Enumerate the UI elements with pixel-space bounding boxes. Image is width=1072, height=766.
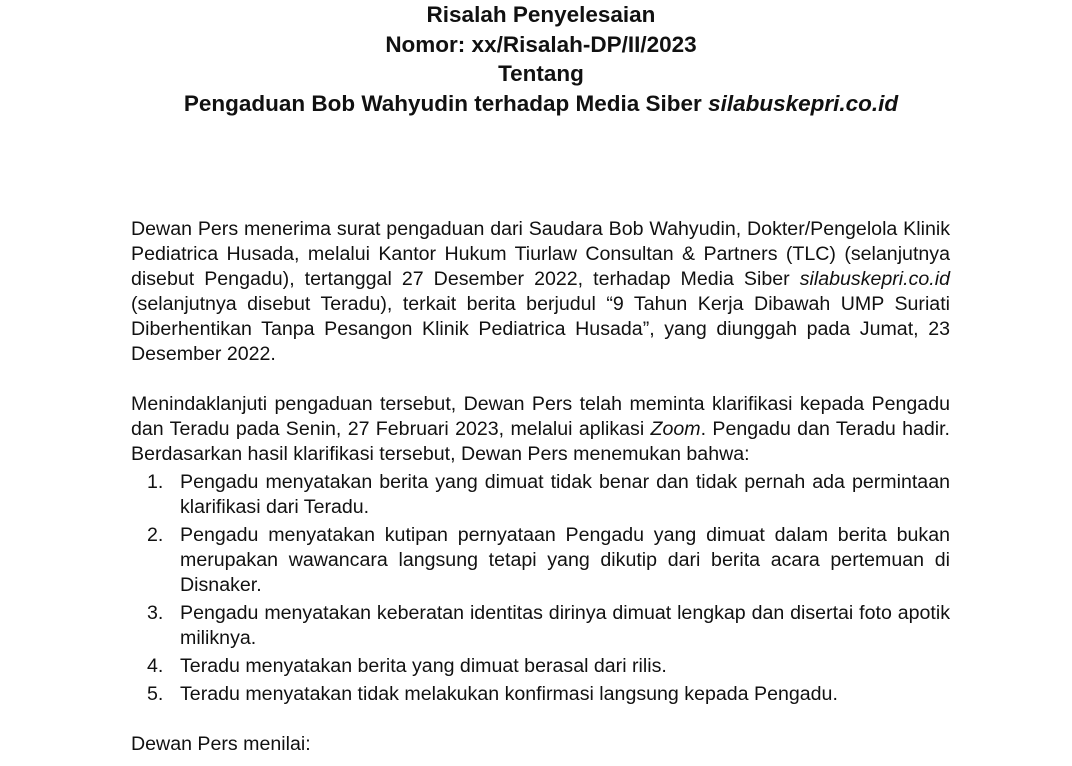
document-header — [0, 0, 1072, 118]
finding-item — [131, 470, 950, 520]
finding-item — [131, 523, 950, 598]
finding-text: Pengadu menyatakan kutipan pernyataan Pengadu yang dimuat dalam berita bukan merupakan wawancara langsung tetapi yang dikutip dari berita acara pertemuan di Disnaker. — [180, 524, 950, 596]
finding-text: Pengadu menyatakan keberatan identitas dirinya dimuat lengkap dan disertai foto apotik miliknya. — [180, 602, 950, 649]
clarification-text-1: Menindaklanjuti pengaduan tersebut, Dewan Pers telah meminta klarifikasi kepada Pengadu dan Teradu pada Senin, 27 Februari 2023, melalui aplikasi — [131, 393, 950, 440]
document-title: Risalah Penyelesaian — [426, 2, 656, 27]
complaint-text-2: (selanjutnya disebut Teradu), terkait berita berjudul “9 Tahun Kerja Dibawah UMP Suriati Diberhentikan Tanpa Pesangon Klinik Pediatrica Husada”, yang diunggah pada Jumat, 23 Desember 2022. — [131, 293, 950, 365]
complaint-text-1: Dewan Pers menerima surat pengaduan dari Saudara Bob Wahyudin, Dokter/Pengelola Klinik Pediatrica Husada, melalui Kantor Hukum Tiurlaw Consultan & Partners (TLC) (selanjutnya disebut Pengadu), tertanggal 27 Desember 2022, terhadap Media Siber — [131, 218, 950, 290]
finding-number: 1. — [147, 471, 164, 493]
clarification-paragraph — [131, 392, 950, 467]
finding-number: 5. — [147, 683, 164, 705]
finding-item — [131, 654, 950, 679]
finding-text: Teradu menyatakan berita yang dimuat berasal dari rilis. — [180, 655, 667, 677]
finding-item — [131, 682, 950, 707]
assessment-heading: Dewan Pers menilai: — [131, 733, 311, 755]
document-body — [131, 217, 950, 757]
complaint-media: silabuskepri.co.id — [799, 268, 950, 290]
document-about: Tentang — [498, 61, 584, 86]
clarification-text-2: . Pengadu dan Teradu hadir. Berdasarkan hasil klarifikasi tersebut, Dewan Pers menemukan bahwa: — [131, 418, 950, 465]
finding-item — [131, 601, 950, 651]
finding-number: 2. — [147, 524, 164, 546]
subject-prefix: Pengaduan Bob Wahyudin terhadap Media Siber — [183, 90, 709, 116]
finding-text: Pengadu menyatakan berita yang dimuat tidak benar dan tidak pernah ada permintaan klarifikasi dari Teradu. — [180, 471, 950, 518]
document-subject — [0, 89, 1072, 119]
complaint-paragraph — [131, 217, 950, 367]
findings-list — [131, 470, 950, 707]
document-number: Nomor: xx/Risalah-DP/II/2023 — [385, 31, 697, 57]
subject-media: silabuskepri.co.id — [708, 90, 899, 116]
finding-number: 3. — [147, 602, 164, 624]
clarification-app: Zoom — [650, 418, 701, 440]
finding-number: 4. — [147, 655, 164, 677]
finding-text: Teradu menyatakan tidak melakukan konfirmasi langsung kepada Pengadu. — [180, 683, 838, 705]
